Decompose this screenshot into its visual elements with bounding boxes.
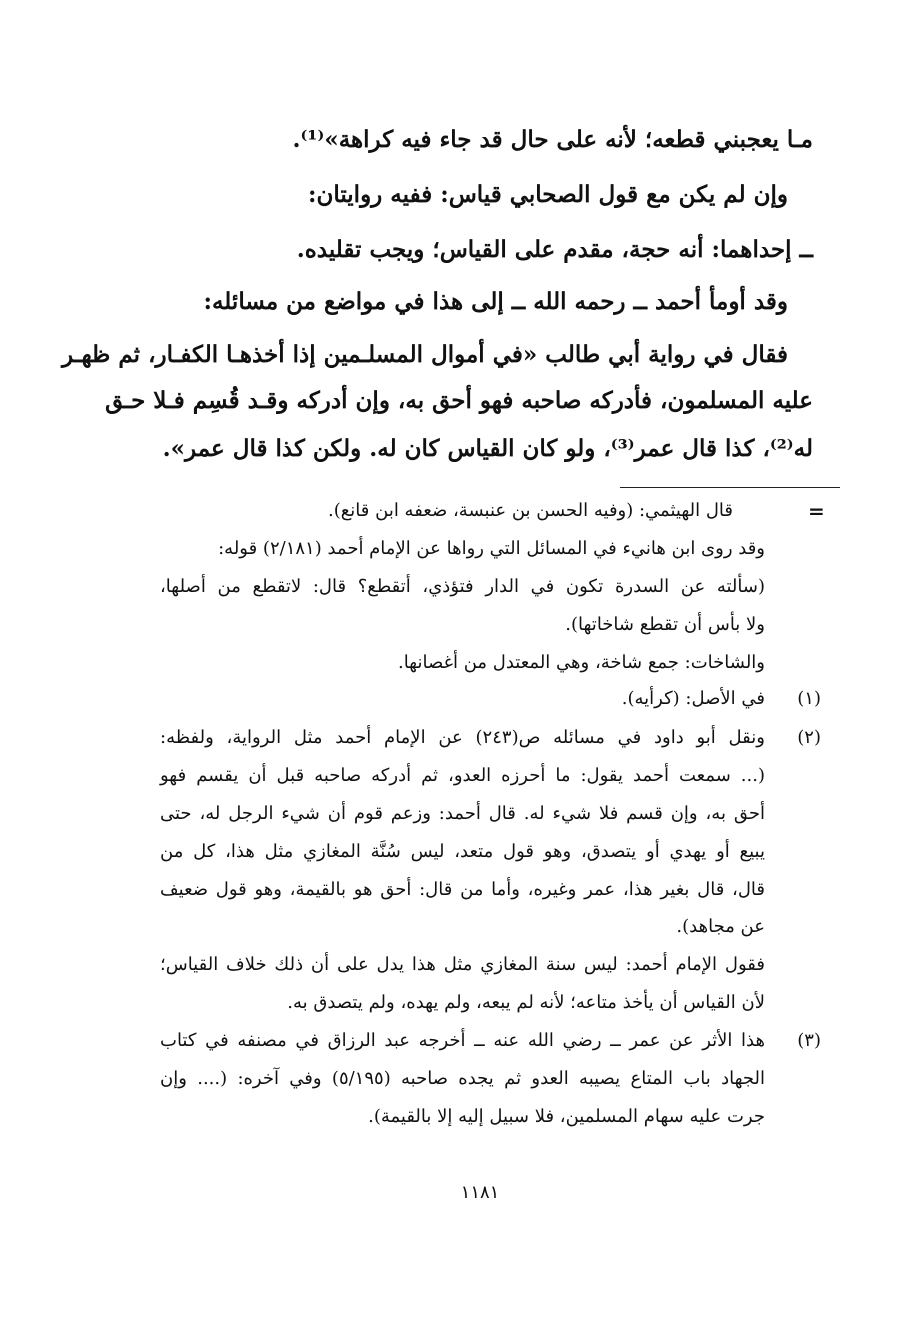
footnote-continued-line: والشاخات: جمع شاخة، وهي المعتدل من أغصانها. xyxy=(397,652,765,673)
page-number: ١١٨١ xyxy=(460,1182,500,1203)
footnote-3-number: (٣) xyxy=(797,1030,821,1051)
main-paragraph-5-line-3: له⁽²⁾، كذا قال عمر⁽³⁾، ولو كان القياس كان له. ولكن كذا قال عمر». xyxy=(162,435,813,462)
footnote-continued-line: (سألته عن السدرة تكون في الدار فتؤذي، أتقطع؟ قال: لاتقطع من أصلها، xyxy=(160,576,765,597)
footnote-2-line: يبيع أو يهدي أو يتصدق، وهو قول متعد، ليس سُنَّة المغازي مثل هذا، كل من xyxy=(160,841,765,862)
footnote-1-number: (١) xyxy=(797,688,821,709)
footnote-2-line: أحق به، وإن قسم فلا شيء له. قال أحمد: وزعم قوم أن شيء الرجل له، حتى xyxy=(160,803,765,824)
main-paragraph-5-line-2: عليه المسلمون، فأدركه صاحبه فهو أحق به، وإن أدركه وقـد قُسِم فـلا حـق xyxy=(105,387,813,414)
footnote-continued-line: ولا بأس أن تقطع شاخاتها). xyxy=(565,614,765,635)
main-paragraph-5-line-1: فقال في رواية أبي طالب «في أموال المسلـمين إذا أخذهـا الكفـار، ثم ظهـر xyxy=(62,341,788,368)
main-paragraph-3: ــ إحداهما: أنه حجة، مقدم على القياس؛ ويجب تقليده. xyxy=(296,236,813,263)
footnote-2-line: لأن القياس أن يأخذ متاعه؛ لأنه لم يبعه، ولم يهده، ولم يتصدق به. xyxy=(287,992,765,1013)
footnote-2-line: ونقل أبو داود في مسائله ص(٢٤٣) عن الإمام أحمد مثل الرواية، ولفظه: xyxy=(160,727,765,748)
main-paragraph-4: وقد أومأ أحمد ــ رحمه الله ــ إلى هذا في مواضع من مسائله: xyxy=(203,288,788,315)
footnote-continuation-marker: = xyxy=(808,499,825,523)
footnote-separator xyxy=(620,487,840,488)
footnote-continued-line: وقد روى ابن هانيء في المسائل التي رواها عن الإمام أحمد (٢/١٨١) قوله: xyxy=(218,538,765,559)
footnote-continued-line: قال الهيثمي: (وفيه الحسن بن عنبسة، ضعفه ابن قانع). xyxy=(327,500,733,521)
footnote-1-text: في الأصل: (كرأيه). xyxy=(621,688,765,709)
footnote-2-line: عن مجاهد). xyxy=(676,916,765,937)
main-paragraph-2: وإن لم يكن مع قول الصحابي قياس: ففيه روايتان: xyxy=(307,181,788,208)
footnote-3-line: جرت عليه سهام المسلمين، فلا سبيل إليه إلا بالقيمة). xyxy=(368,1106,765,1127)
footnote-3-line: هذا الأثر عن عمر ــ رضي الله عنه ــ أخرجه عبد الرزاق في مصنفه في كتاب xyxy=(160,1030,765,1051)
footnote-2-number: (٢) xyxy=(797,727,821,748)
footnote-3-line: الجهاد باب المتاع يصيبه العدو ثم يجده صاحبه (٥/١٩٥) وفي آخره: (.... وإن xyxy=(160,1068,765,1089)
footnote-2-line: (... سمعت أحمد يقول: ما أحرزه العدو، ثم أدركه صاحبه قبل أن يقسم فهو xyxy=(160,765,765,786)
main-paragraph-1: مـا يعجبني قطعه؛ لأنه على حال قد جاء فيه كراهة»⁽¹⁾. xyxy=(292,126,813,153)
footnote-2-line: فقول الإمام أحمد: ليس سنة المغازي مثل هذا يدل على أن ذلك خلاف القياس؛ xyxy=(160,954,765,975)
footnote-2-line: قال، قال بغير هذا، عمر وغيره، وأما من قال: أحق هو بالقيمة، وهو قول ضعيف xyxy=(160,879,765,900)
